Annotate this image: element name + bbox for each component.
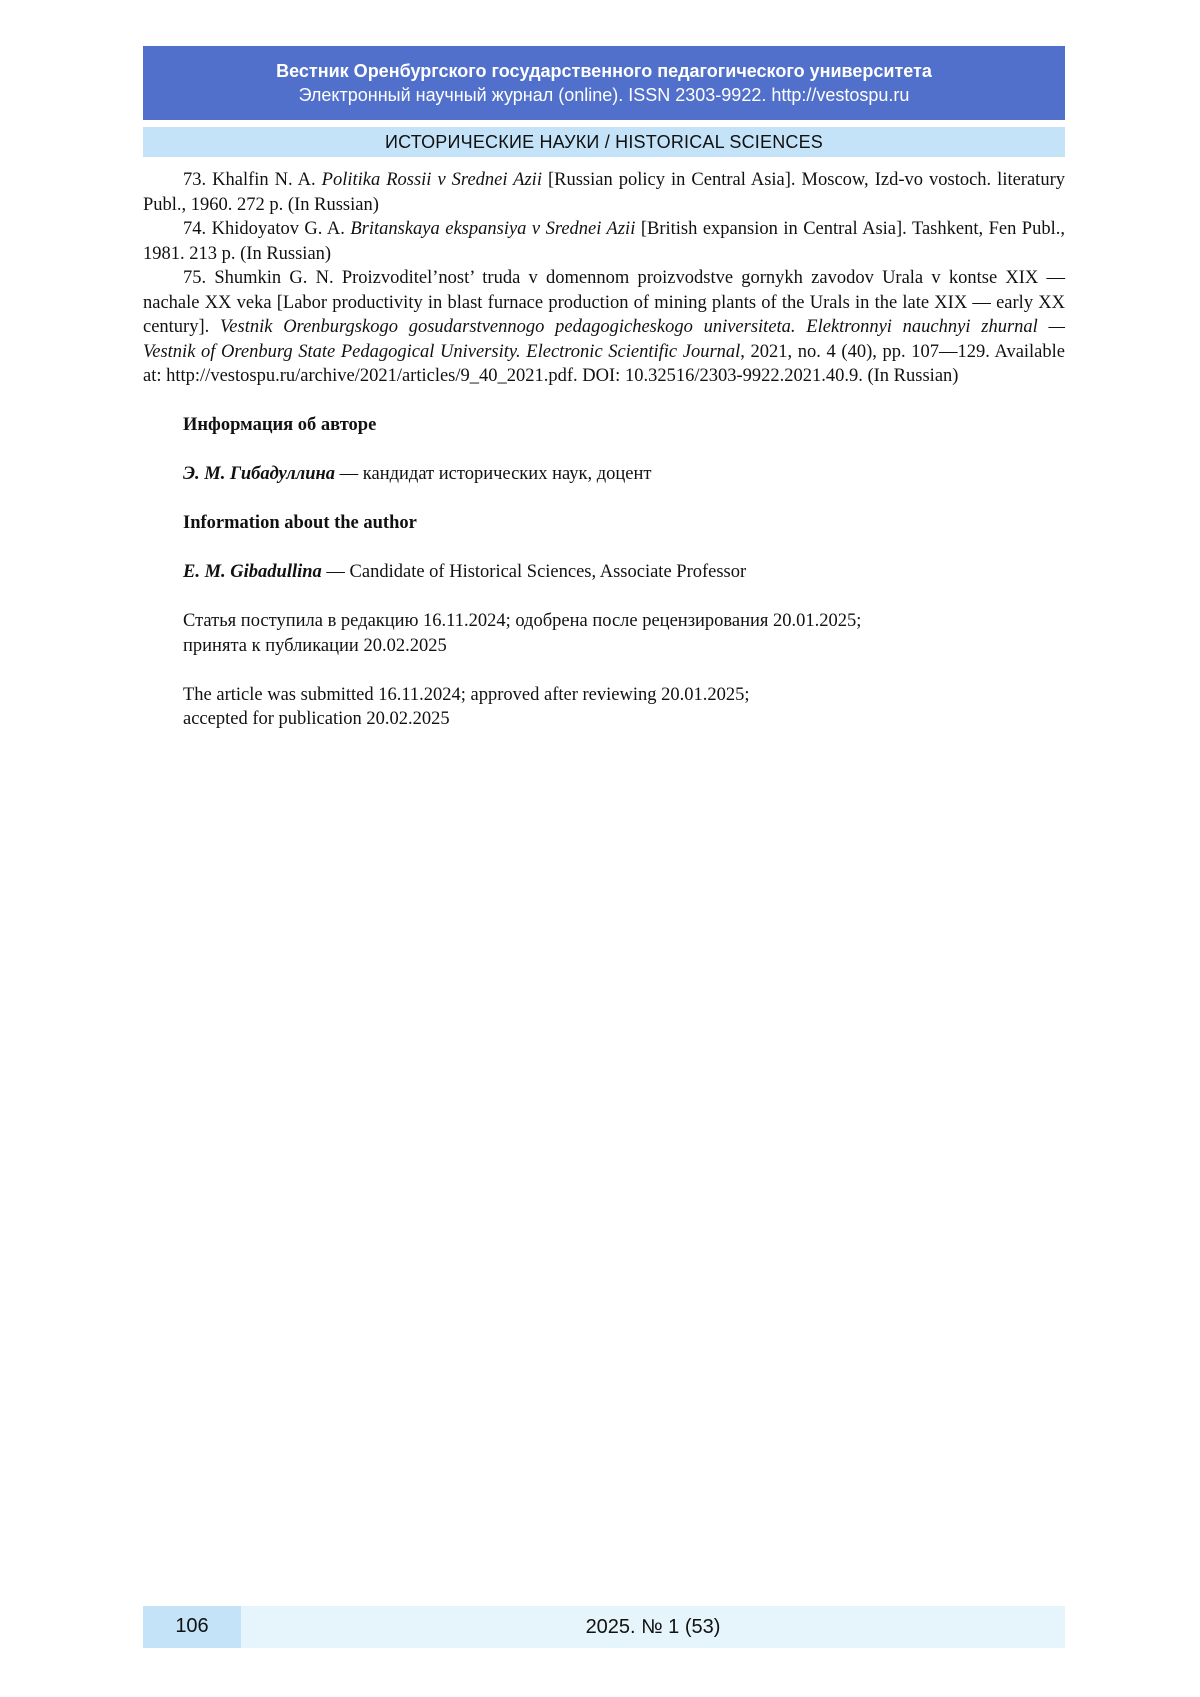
issue-label: 2025. № 1 (53) (585, 1616, 721, 1638)
section-title: ИСТОРИЧЕСКИЕ НАУКИ / HISTORICAL SCIENCES (143, 127, 1065, 157)
journal-header (143, 46, 1065, 120)
dates-ru-line-1: Статья поступила в редакцию 16.11.2024; одобрена после рецензирования 20.01.2025; (183, 611, 862, 631)
author-line-ru: Э. М. Гибадуллина — кандидат исторических наук, доцент (183, 464, 652, 484)
reference-item: 73. Khalfin N. A. Politika Rossii v Srednei Azii [Russian policy in Central Asia]. Moscow, Izd-vo vostoch. literatury Publ., 1960. 272 p. (In Russian) (143, 170, 1065, 215)
page-content (143, 168, 1065, 732)
journal-title: Вестник Оренбургского государственного педагогического университета (276, 61, 932, 81)
reference-item: 75. Shumkin G. N. Proizvoditel’nost’ truda v domennom proizvodstve gornykh zavodov Urala v kontse XIX — nachale XX veka [Labor productivity in blast furnace production of mining plants of the Urals in the late XIX — early XX century]. Vestnik Orenburgskogo gosudarstvennogo pedagogicheskogo universiteta. Elektronnyi nauchnyi zhurnal — Vestnik of Orenburg State Pedagogical University. Electronic Scientific Journal, 2021, no. 4 (40), pp. 107—129. Available at: http://vestospu.ru/archive/2021/articles/9_40_2021.pdf. DOI: 10.32516/2303-9922.2021.40.9. (In Russian) (143, 268, 1066, 386)
reference-item: 74. Khidoyatov G. A. Britanskaya ekspansiya v Srednei Azii [British expansion in Central Asia]. Tashkent, Fen Publ., 1981. 213 p. (In Russian) (143, 219, 1065, 264)
author-info (183, 413, 1065, 732)
author-info-heading-ru: Информация об авторе (183, 415, 377, 435)
page-number: 106 (143, 1606, 241, 1648)
dates-en-line-1: The article was submitted 16.11.2024; approved after reviewing 20.01.2025; (183, 684, 750, 705)
journal-subtitle: Электронный научный журнал (online). ISSN 2303-9922. http://vestospu.ru (298, 85, 910, 105)
dates-ru-line-2: принята к публикации 20.02.2025 (183, 635, 447, 656)
author-line-en: E. M. Gibadullina — Candidate of Historical Sciences, Associate Professor (183, 562, 747, 582)
dates-en-line-2: accepted for publication 20.02.2025 (183, 709, 450, 729)
author-info-heading-en: Information about the author (183, 513, 417, 533)
page-footer (143, 1606, 1065, 1648)
